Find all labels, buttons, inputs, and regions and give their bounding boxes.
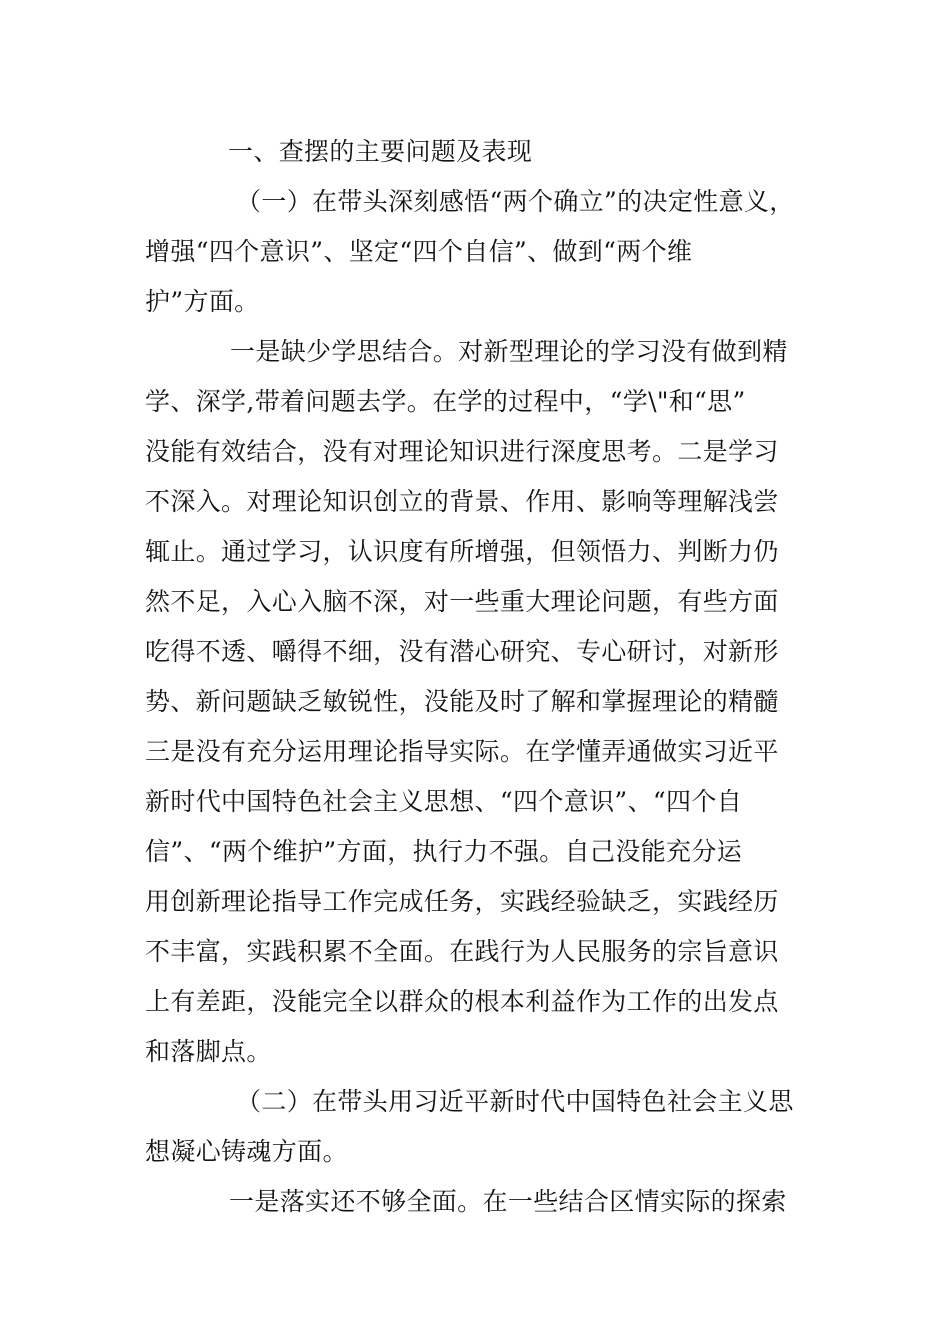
body-line: 上有差距，没能完全以群众的根本利益作为工作的出发点 [145,987,779,1016]
body-line: 用创新理论指导工作完成任务，实践经验缺乏，实践经历 [145,887,779,916]
body-line: 一是落实还不够全面。在一些结合区情实际的探索 [229,1187,787,1216]
body-line: 信”、“两个维护”方面，执行力不强。自己没能充分运 [145,837,743,866]
body-line: 不深入。对理论知识创立的背景、作用、影响等理解浅尝 [145,487,779,516]
subsection-title-line: 护”方面。 [145,287,260,316]
subsection-title-line: （二）在带头用习近平新时代中国特色社会主义思 [236,1087,794,1116]
body-line: 三是没有充分运用理论指导实际。在学懂弄通做实习近平 [145,737,779,766]
subsection-title-line: 增强“四个意识”、坚定“四个自信”、做到“两个维 [145,237,693,266]
body-line: 不丰富，实践积累不全面。在践行为人民服务的宗旨意识 [145,937,779,966]
body-line: 学、深学,带着问题去学。在学的过程中，“学\"和“思” [145,387,746,416]
section-heading: 一、查摆的主要问题及表现 [228,137,533,166]
body-line: 没能有效结合，没有对理论知识进行深度思考。二是学习 [145,437,779,466]
subsection-title-line: （一）在带头深刻感悟“两个确立”的决定性意义， [236,187,795,216]
subsection-title-line: 想凝心铸魂方面。 [145,1137,348,1166]
body-line: 然不足，入心入脑不深，对一些重大理论问题，有些方面 [145,587,779,616]
body-line: 一是缺少学思结合。对新型理论的学习没有做到精 [230,337,788,366]
body-line: 新时代中国特色社会主义思想、“四个意识”、“四个自 [145,787,743,816]
body-line: 吃得不透、嚼得不细，没有潜心研究、专心研讨，对新形 [145,637,779,666]
body-line: 和落脚点。 [145,1037,272,1066]
body-line: 势、新问题缺乏敏锐性，没能及时了解和掌握理论的精髓 [145,687,779,716]
body-line: 辄止。通过学习，认识度有所增强，但领悟力、判断力仍 [145,537,779,566]
